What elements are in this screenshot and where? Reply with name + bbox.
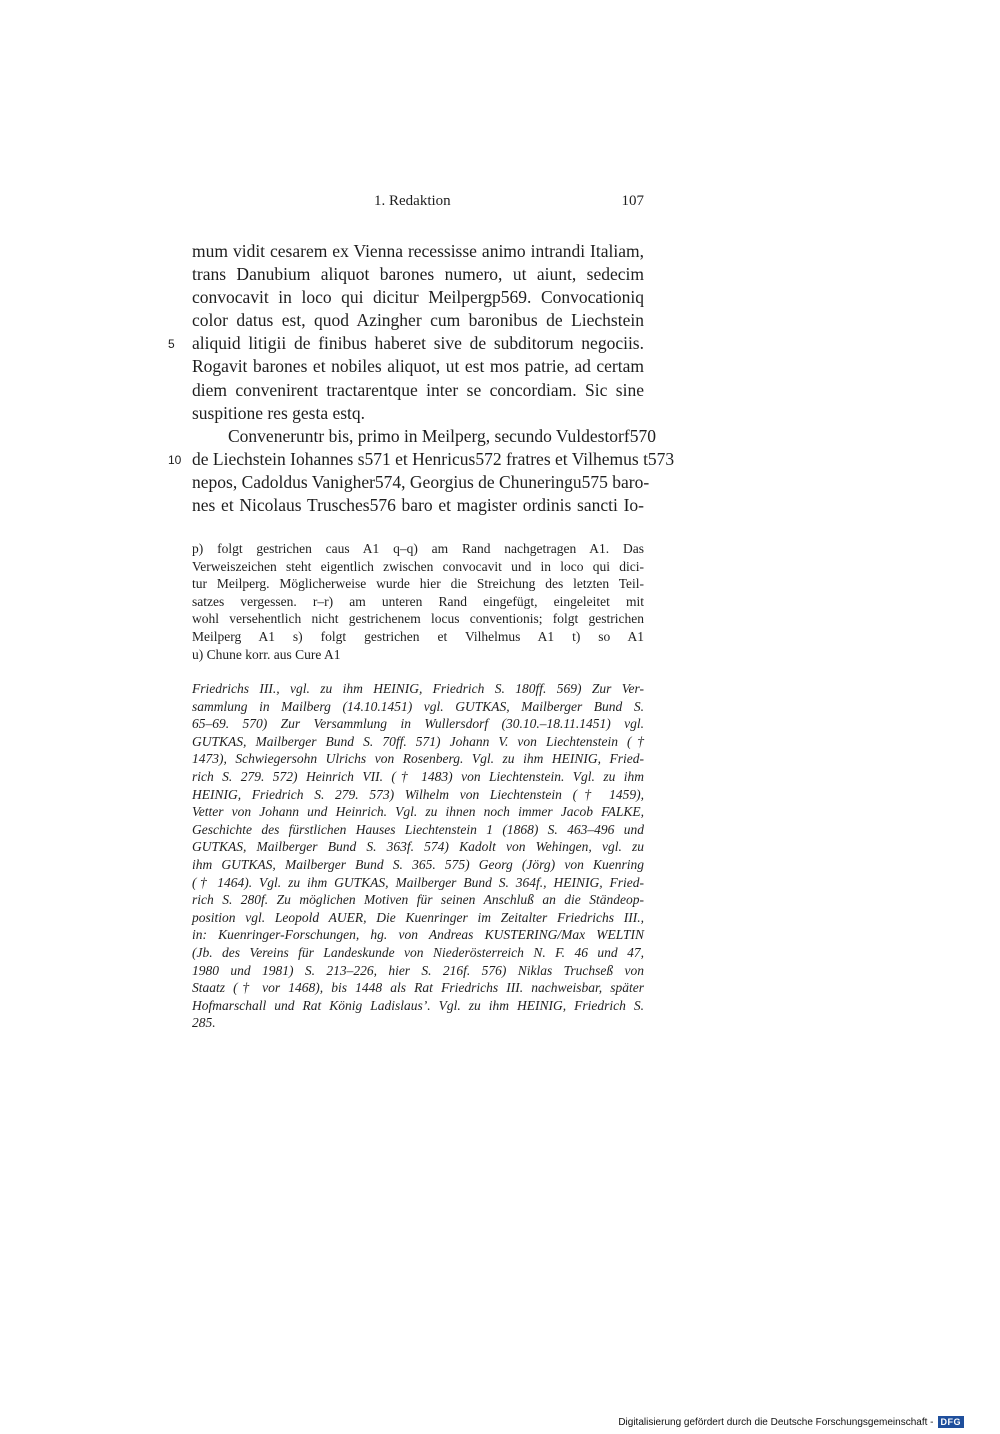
dfg-logo: DFG bbox=[938, 1416, 965, 1428]
footnote-line: rich S. 279. 572) Heinrich VII. († 1483) von Liechtenstein. Vgl. zu ihm bbox=[192, 768, 644, 784]
footnote-line: Friedrichs III., vgl. zu ihm HEINIG, Friedrich S. 180ff. 569) Zur Ver- bbox=[192, 681, 644, 696]
critical-apparatus bbox=[192, 540, 644, 663]
footnote-line: Vetter von Johann und Heinrich. Vgl. zu ihnen noch immer Jacob FALKE, bbox=[192, 804, 644, 820]
footnote-line: 285. bbox=[192, 1015, 216, 1031]
apparatus-line: Meilperg A1 s) folgt gestrichen et Vilhelmus A1 t) so A1 bbox=[192, 628, 644, 644]
footnote-line: sammlung in Mailberg (14.10.1451) vgl. GUTKAS, Mailberger Bund S. bbox=[192, 698, 644, 714]
text-line: Conveneruntr bis, primo in Meilperg, secundo Vuldestorf570 bbox=[228, 425, 656, 446]
apparatus-line: tur Meilperg. Möglicherweise wurde hier die Streichung des letzten Teil- bbox=[192, 576, 644, 592]
apparatus-line: Verweiszeichen steht eigentlich zwischen convocavit und in loco qui dici- bbox=[192, 558, 644, 574]
text-line: nes et Nicolaus Trusches576 baro et magister ordinis sancti Io- bbox=[192, 495, 644, 516]
text-line-5 bbox=[168, 332, 644, 355]
apparatus-line: p) folgt gestrichen caus A1 q–q) am Rand nachgetragen A1. Das bbox=[192, 541, 644, 556]
text-line: color datus est, quod Azingher cum baronibus de Liechstein bbox=[192, 310, 644, 331]
main-text bbox=[168, 240, 675, 517]
footnote-line: in: Kuenringer-Forschungen, hg. von Andreas KUSTERING/Max WELTIN bbox=[192, 927, 644, 943]
text-line: nepos, Cadoldus Vanigher574, Georgius de Chuneringu575 baro- bbox=[192, 471, 650, 492]
page-number: 107 bbox=[621, 193, 644, 209]
running-head: 1. Redaktion bbox=[374, 193, 451, 209]
text-line: mum vidit cesarem ex Vienna recessisse animo intrandi Italiam, bbox=[192, 241, 644, 261]
footnote-line: Geschichte des fürstlichen Hauses Liechtenstein 1 (1868) S. 463–496 und bbox=[192, 821, 644, 837]
footnote-line: HEINIG, Friedrich S. 279. 573) Wilhelm von Liechtenstein († 1459), bbox=[192, 786, 644, 802]
text-line-10 bbox=[168, 448, 675, 471]
text-line: convocavit in loco qui dicitur Meilpergp569. Convocationiq bbox=[192, 287, 644, 308]
footnote-line: 1473), Schwiegersohn Ulrichs von Rosenberg. Vgl. zu ihm HEINIG, Fried- bbox=[192, 751, 644, 767]
footnote-line: GUTKAS, Mailberger Bund S. 363f. 574) Kadolt von Wehingen, vgl. zu bbox=[192, 839, 644, 855]
digitization-credit bbox=[618, 1416, 964, 1428]
footnote-line: (Jb. des Vereins für Landeskunde von Niederösterreich N. F. 46 und 47, bbox=[192, 944, 644, 960]
text-line: Rogavit barones et nobiles aliquot, ut est mos patrie, ad certam bbox=[192, 356, 644, 377]
footnote-line: Staatz († vor 1468), bis 1448 als Rat Friedrichs III. nachweisbar, später bbox=[192, 980, 644, 996]
footnote-line: 1980 und 1981) S. 213–226, hier S. 216f. 576) Niklas Truchseß von bbox=[192, 962, 644, 978]
text-line-content: aliquid litigii de finibus haberet sive de subditorum negociis. bbox=[192, 333, 644, 354]
footnotes bbox=[192, 680, 644, 1032]
footnote-line: Hofmarschall und Rat König Ladislaus’. Vgl. zu ihm HEINIG, Friedrich S. bbox=[192, 997, 644, 1013]
line-number: 10 bbox=[168, 452, 182, 467]
text-line-content: de Liechstein Iohannes s571 et Henricus572 fratres et Vilhemus t573 bbox=[192, 448, 675, 469]
text-line: suspitione res gesta estq. bbox=[192, 402, 366, 423]
footnote-line: position vgl. Leopold AUER, Die Kuenringer im Zeitalter Friedrichs III., bbox=[192, 909, 644, 925]
apparatus-line: u) Chune korr. aus Cure A1 bbox=[192, 646, 341, 662]
apparatus-line: satzes vergessen. r–r) am unteren Rand eingefügt, eingeleitet mit bbox=[192, 593, 644, 609]
footnote-line: rich S. 280f. Zu möglichen Motiven für seinen Anschluß an die Ständeop- bbox=[192, 892, 644, 908]
footnote-line: († 1464). Vgl. zu ihm GUTKAS, Mailberger Bund S. 364f., HEINIG, Fried- bbox=[192, 874, 644, 890]
footnote-line: GUTKAS, Mailberger Bund S. 70ff. 571) Johann V. von Liechtenstein († bbox=[192, 733, 644, 749]
page-header bbox=[192, 193, 644, 215]
footnote-line: 65–69. 570) Zur Versammlung in Wullersdorf (30.10.–18.11.1451) vgl. bbox=[192, 716, 644, 732]
line-number: 5 bbox=[168, 337, 175, 352]
credit-text: Digitalisierung gefördert durch die Deutsche Forschungsgemeinschaft - bbox=[618, 1416, 934, 1428]
text-line: diem convenirent tractarentque inter se concordiam. Sic sine bbox=[192, 379, 644, 400]
text-line: trans Danubium aliquot barones numero, ut aiunt, sedecim bbox=[192, 264, 644, 285]
footnote-line: ihm GUTKAS, Mailberger Bund S. 365. 575) Georg (Jörg) von Kuenring bbox=[192, 856, 644, 872]
apparatus-line: wohl versehentlich nicht gestrichenem locus conventionis; folgt gestrichen bbox=[192, 611, 644, 627]
